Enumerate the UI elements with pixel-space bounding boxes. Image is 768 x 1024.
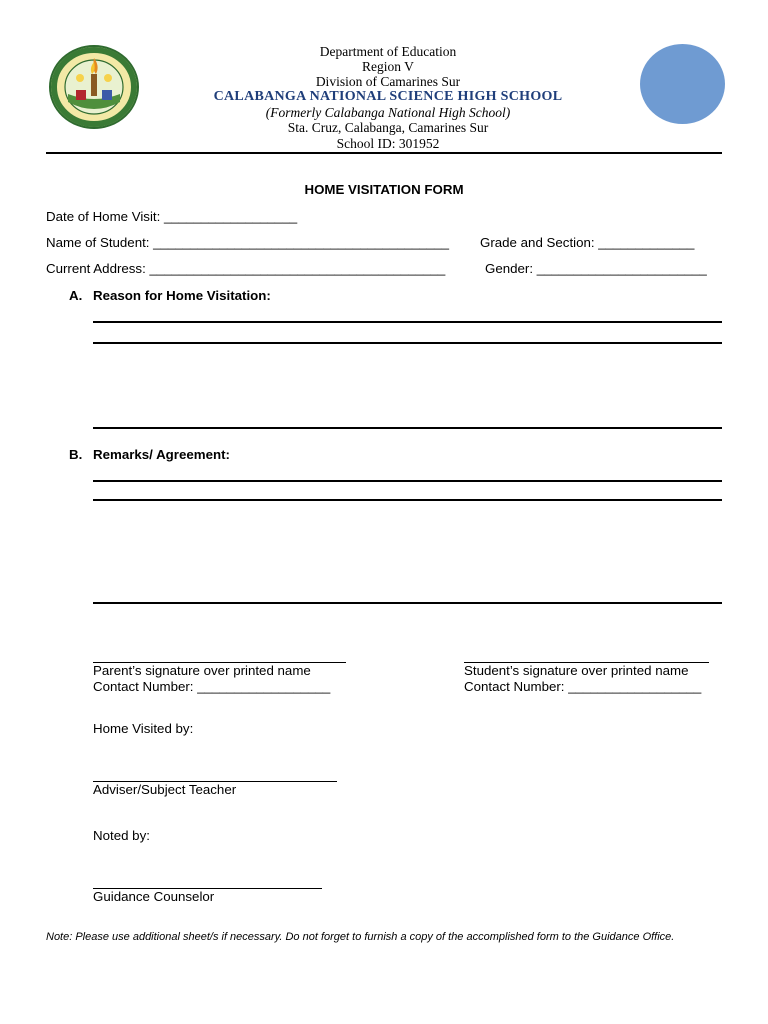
section-b-letter: B. [69, 447, 83, 462]
photo-placeholder [640, 44, 725, 124]
section-b-title: Remarks/ Agreement: [93, 447, 230, 462]
school-address: Sta. Cruz, Calabanga, Camarines Sur [287, 120, 489, 135]
section-a-letter: A. [69, 288, 83, 303]
grade-section-field[interactable]: Grade and Section: _____________ [480, 235, 695, 250]
gender-field[interactable]: Gender: _______________________ [485, 261, 707, 276]
home-visited-by-label: Home Visited by: [93, 721, 194, 736]
header-division: Division of Camarines Sur [315, 74, 461, 89]
noted-by-label: Noted by: [93, 828, 150, 843]
form-title: HOME VISITATION FORM [304, 182, 464, 197]
parent-contact-field[interactable]: Contact Number: __________________ [93, 679, 331, 694]
adviser-label: Adviser/Subject Teacher [93, 782, 237, 797]
reason-line-2[interactable] [93, 342, 722, 344]
student-contact-field[interactable]: Contact Number: __________________ [464, 679, 702, 694]
school-id: School ID: 301952 [336, 136, 440, 151]
parent-signature-label: Parent’s signature over printed name [93, 663, 311, 678]
section-a-title: Reason for Home Visitation: [93, 288, 271, 303]
remarks-line-3[interactable] [93, 602, 722, 604]
header-divider [46, 152, 722, 154]
footer-note: Note: Please use additional sheet/s if necessary. Do not forget to furnish a copy of the accomplished form to the Guidance Office. [46, 931, 675, 943]
student-signature-label: Student’s signature over printed name [464, 663, 689, 678]
date-of-visit-field[interactable]: Date of Home Visit: __________________ [46, 209, 298, 224]
student-name-field[interactable]: Name of Student: ________________________________________ [46, 235, 449, 250]
header-region: Region V [362, 59, 414, 74]
current-address-field[interactable]: Current Address: ________________________________________ [46, 261, 446, 276]
school-name: CALABANGA NATIONAL SCIENCE HIGH SCHOOL [213, 89, 563, 104]
reason-line-3[interactable] [93, 427, 722, 429]
reason-line-1[interactable] [93, 321, 722, 323]
deped-seal-icon [48, 44, 140, 130]
remarks-line-2[interactable] [93, 499, 722, 501]
counselor-label: Guidance Counselor [93, 889, 215, 904]
header-department: Department of Education [319, 44, 457, 59]
remarks-line-1[interactable] [93, 480, 722, 482]
school-formerly: (Formerly Calabanga National High School) [265, 105, 511, 120]
